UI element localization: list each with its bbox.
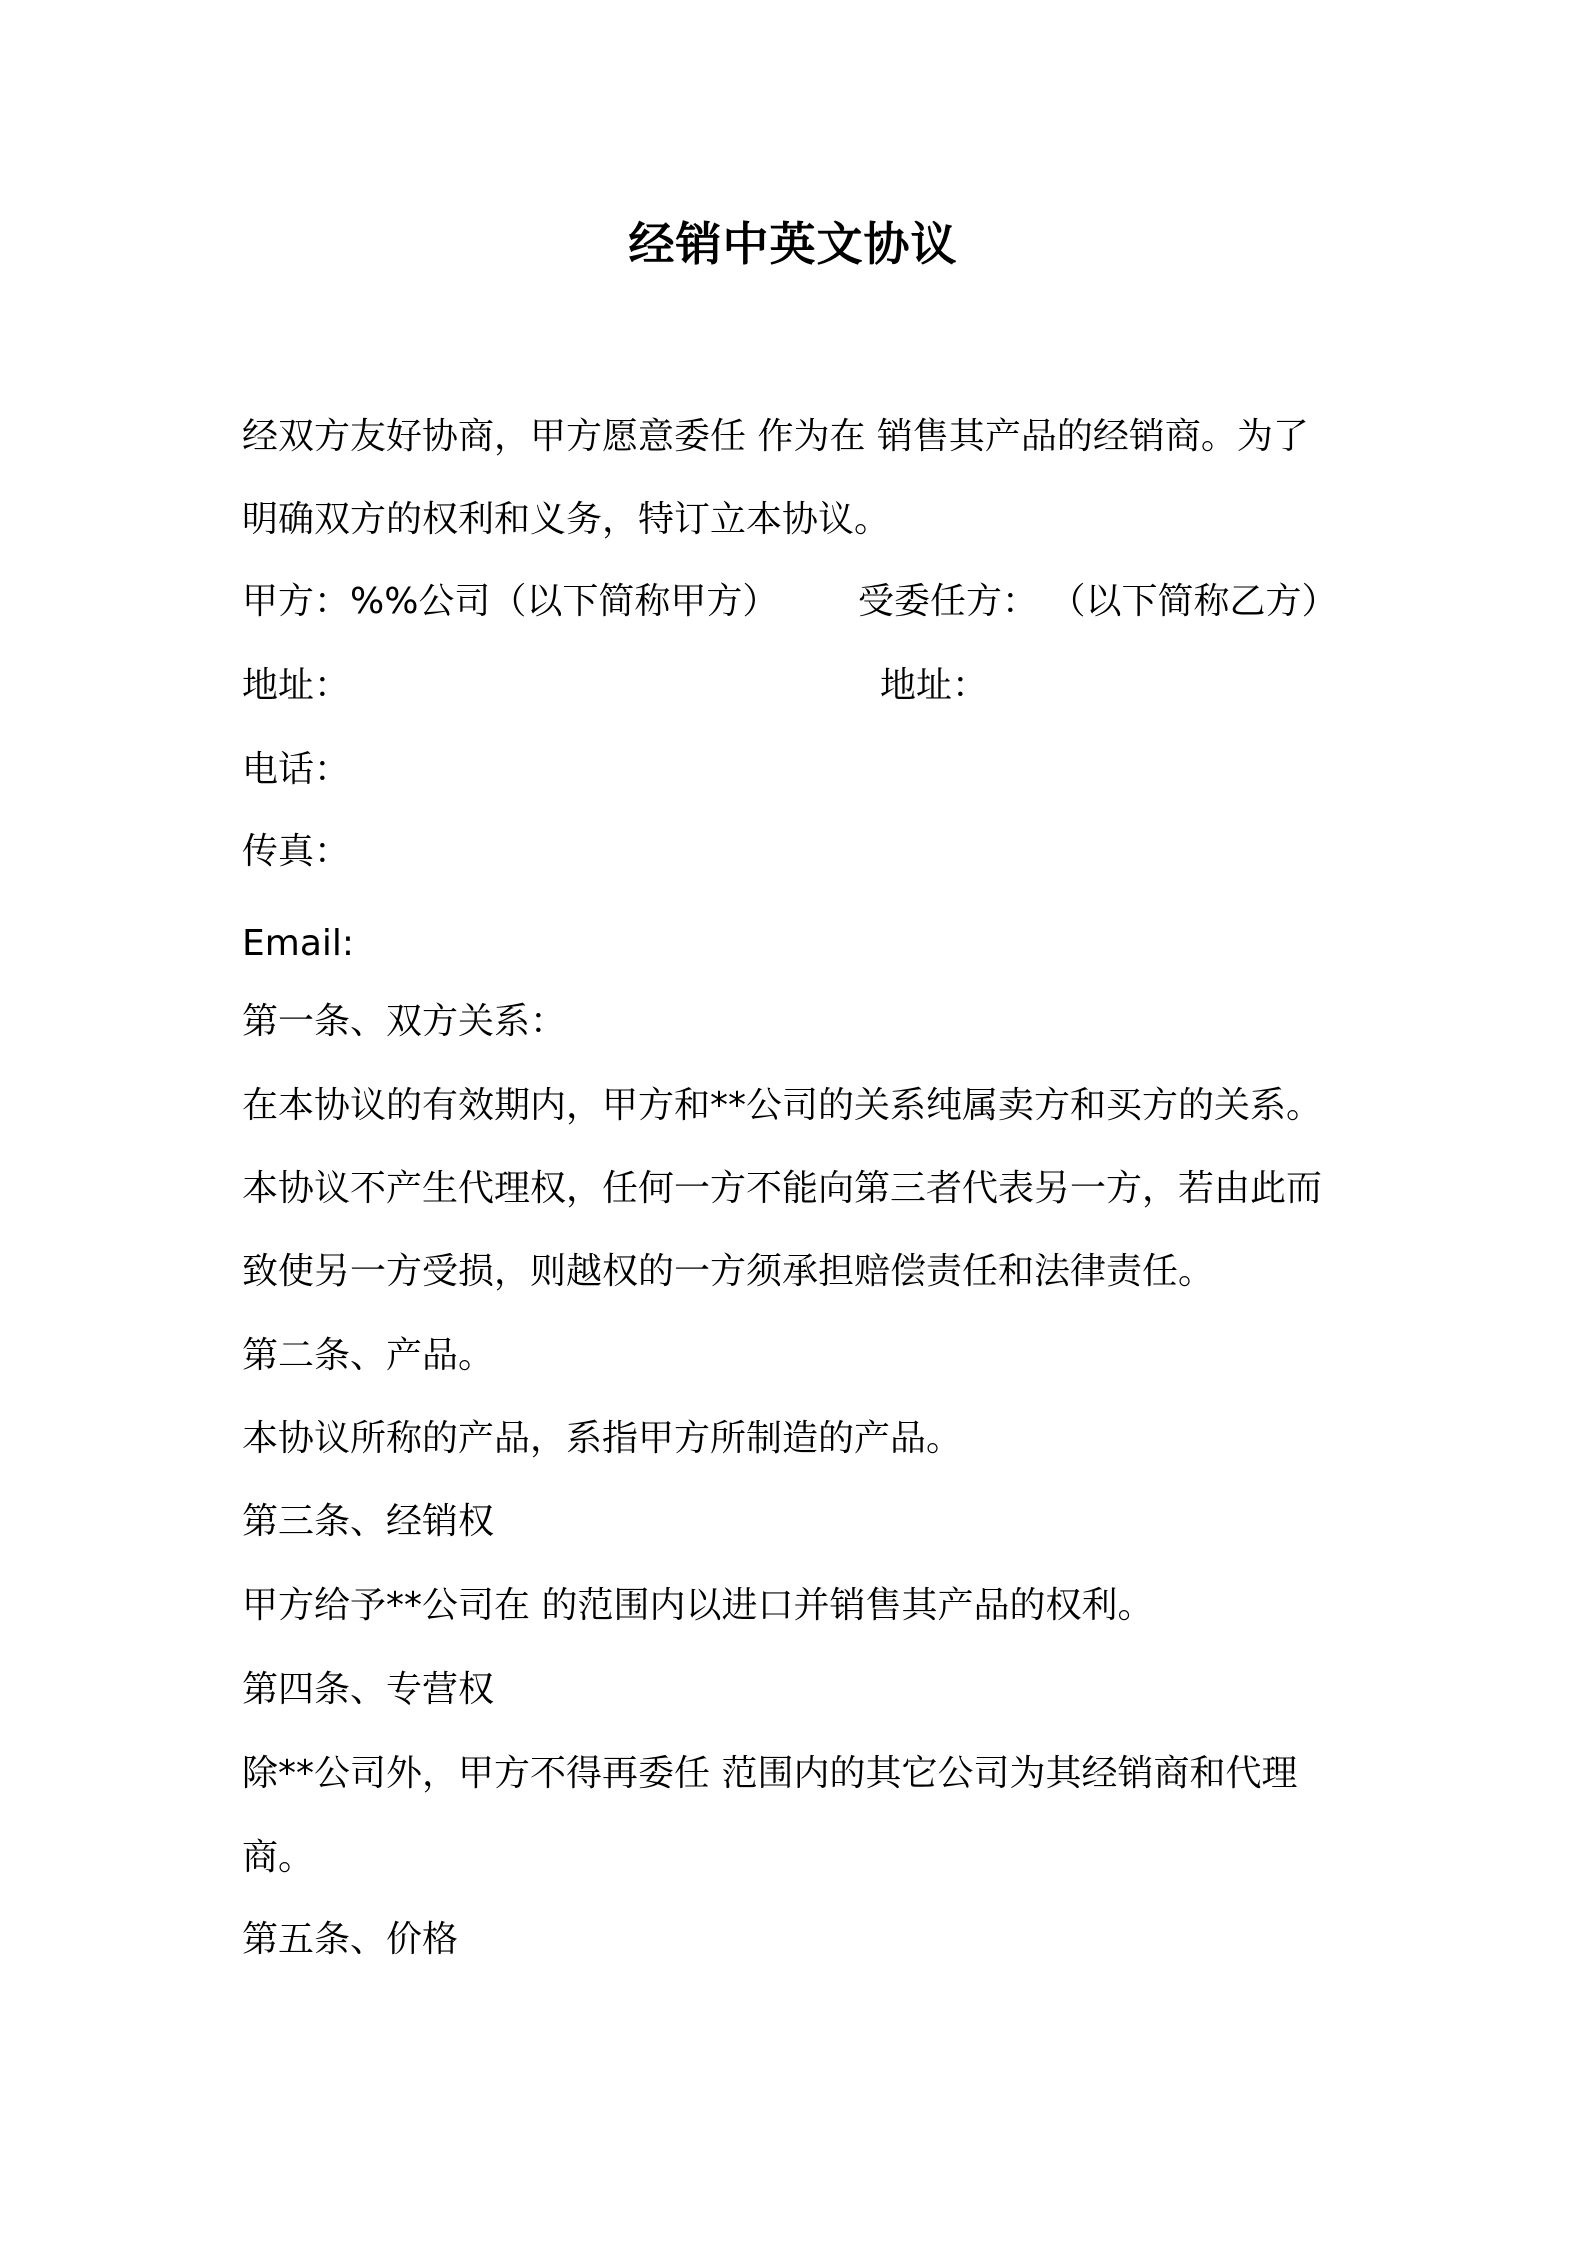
article-1-heading: 第一条、双方关系： xyxy=(242,1001,567,1042)
article-2-heading: 第二条、产品。 xyxy=(242,1335,495,1376)
article-3-heading: 第三条、经销权 xyxy=(242,1501,495,1542)
email-label: Email: xyxy=(242,923,355,964)
article-3-line-1: 甲方给予**公司在 的范围内以进口并销售其产品的权利。 xyxy=(242,1585,1154,1626)
intro-line-2: 明确双方的权利和义务，特订立本协议。 xyxy=(242,499,891,540)
fax-label: 传真： xyxy=(242,831,351,872)
document-title: 经销中英文协议 xyxy=(628,217,958,271)
article-4-line-1: 除**公司外，甲方不得再委任 范围内的其它公司为其经销商和代理 xyxy=(242,1753,1298,1794)
article-1-line-3: 致使另一方受损，则越权的一方须承担赔偿责任和法律责任。 xyxy=(242,1251,1215,1292)
article-4-line-2: 商。 xyxy=(242,1837,315,1878)
party-a-address-label: 地址： xyxy=(242,665,351,706)
intro-line-1: 经双方友好协商，甲方愿意委任 作为在 销售其产品的经销商。为了 xyxy=(242,416,1309,457)
article-1-line-2: 本协议不产生代理权，任何一方不能向第三者代表另一方，若由此而 xyxy=(242,1168,1323,1209)
article-1-line-1: 在本协议的有效期内，甲方和**公司的关系纯属卖方和买方的关系。 xyxy=(242,1085,1323,1126)
party-b-line: 受委任方： （以下简称乙方） xyxy=(858,581,1338,622)
party-a-line: 甲方：%%公司（以下简称甲方） xyxy=(242,581,779,622)
article-5-heading: 第五条、价格 xyxy=(242,1919,459,1960)
article-2-line-1: 本协议所称的产品，系指甲方所制造的产品。 xyxy=(242,1418,963,1459)
phone-label: 电话： xyxy=(242,749,351,790)
article-4-heading: 第四条、专营权 xyxy=(242,1669,495,1710)
party-b-address-label: 地址： xyxy=(880,665,989,706)
